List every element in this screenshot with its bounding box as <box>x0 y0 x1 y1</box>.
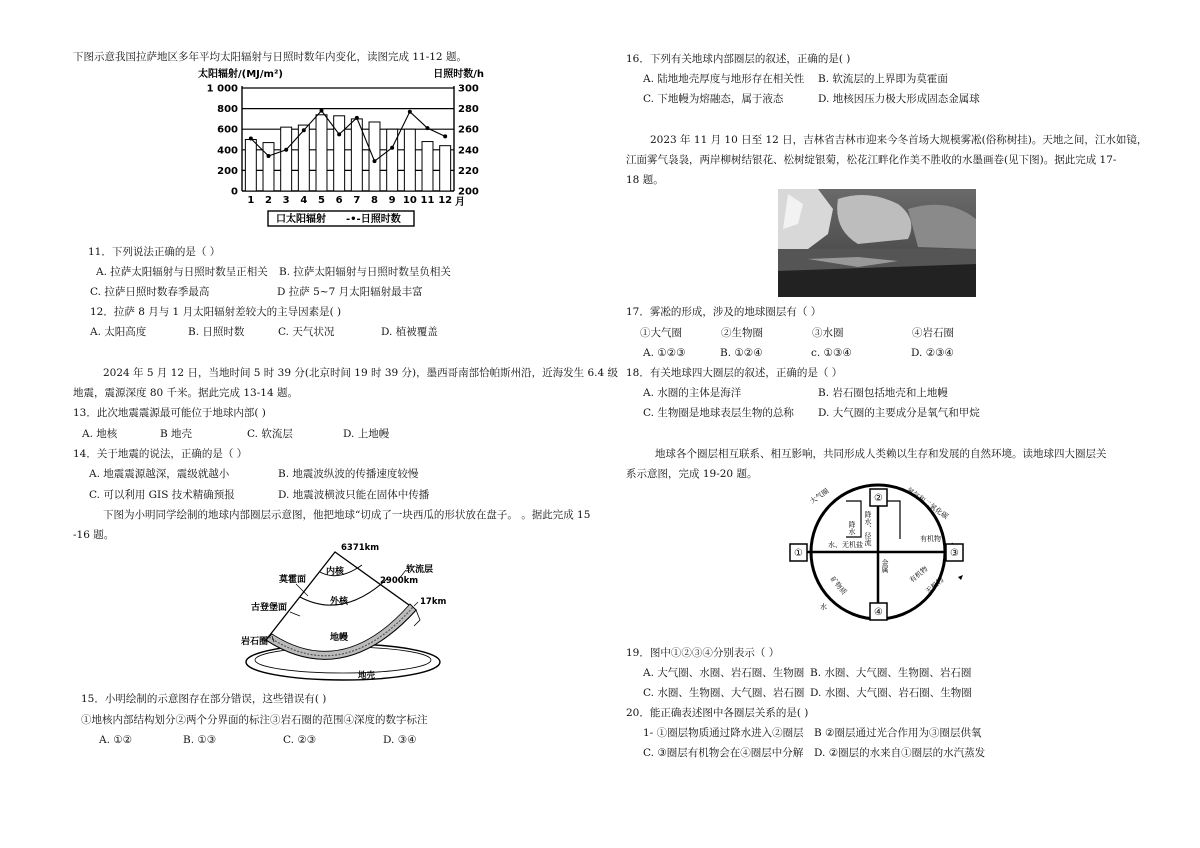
intro-17-18-line2: 江面雾气袅袅，两岸柳树结银花、松树绽银菊，松花江畔化作美不胜收的水墨画卷(见下图)。据此完成 17- <box>626 154 1117 166</box>
label-2900: 2900km <box>380 576 419 586</box>
sunshine-point <box>267 154 271 158</box>
node-1 <box>790 544 807 561</box>
label-gutenberg: 古登堡面 <box>251 603 288 613</box>
label-lithosphere: 岩石圈 <box>241 637 269 647</box>
q11-option-b: B. 拉萨太阳辐射与日照时数呈负相关 <box>279 266 451 278</box>
y-tick-label: 0 <box>231 186 238 198</box>
svg-text:①: ① <box>794 548 803 559</box>
q19-option-b: B. 水圈、大气圈、生物圈、岩石圈 <box>810 667 972 679</box>
q14-option-b: B. 地震波纵波的传播速度较慢 <box>278 468 419 480</box>
q13-stem: 13．此次地震震源最可能位于地球内部( ) <box>73 407 266 419</box>
intro-15-16-line1: 下图为小明同学绘制的地球内部圈层示意图，他把地球“切成了一块西瓜的形状放在盘子。 。据此完成 15 <box>103 509 591 521</box>
sunshine-point <box>443 134 447 138</box>
sunshine-point <box>355 116 359 120</box>
x-tick-label: 1 <box>247 195 255 206</box>
svg-text:有机物: 有机物 <box>908 564 930 585</box>
q20-option-b: B ②圈层通过光合作用为③圈层供氧 <box>814 727 982 739</box>
radiation-sunshine-chart <box>196 66 486 236</box>
svg-text:有机物: 有机物 <box>920 535 941 543</box>
q15-option-c: C. ②③ <box>283 734 317 746</box>
intro-11-12: 下图示意我国拉萨地区多年平均太阳辐射与日照时数年内变化，读图完成 11-12 题。 <box>73 51 467 63</box>
q14-stem: 14．关于地震的说法，正确的是（ ） <box>73 448 248 460</box>
q16-option-a: A. 陆地地壳厚度与地形存在相关性 <box>643 73 805 85</box>
q11-option-a: A. 拉萨太阳辐射与日照时数呈正相关 <box>96 266 268 278</box>
x-tick-label: 11 <box>420 195 435 206</box>
q17-option-c: c. ①③④ <box>811 347 852 359</box>
q16-stem: 16．下列有关地球内部圈层的叙述，正确的是( ) <box>626 53 851 65</box>
q19-option-d: D. 水圈、大气圈、岩石圈、生物圈 <box>810 687 972 699</box>
q12-option-a: A. 太阳高度 <box>90 326 147 338</box>
label-17: 17km <box>420 597 447 607</box>
svg-text:金属: 金属 <box>881 559 889 573</box>
svg-text:矿物质: 矿物质 <box>828 575 849 597</box>
q17-item-3: ③水圈 <box>812 327 844 339</box>
sunshine-point <box>426 126 430 130</box>
q17-stem: 17．雾凇的形成，涉及的地球圈层有（ ） <box>626 306 822 318</box>
x-tick-label: 6 <box>335 195 343 206</box>
label-inner-core: 内核 <box>326 567 345 577</box>
intro-19-20-line2: 系示意图，完成 19-20 题。 <box>626 468 758 480</box>
rime-photo <box>778 189 976 297</box>
q16-option-d: D. 地核因压力极大形成固态金属球 <box>818 93 980 105</box>
sunshine-point <box>408 110 412 114</box>
sunshine-point <box>320 109 324 113</box>
q14-option-a: A. 地震震源越深，震级就越小 <box>89 468 230 480</box>
svg-text:无机物: 无机物 <box>924 575 946 596</box>
label-outer-core: 外核 <box>330 597 349 607</box>
label-6371: 6371km <box>341 543 380 553</box>
q18-stem: 18．有关地球四大圈层的叙述，正确的是（ ） <box>626 367 843 379</box>
node-2 <box>870 489 887 506</box>
q11-option-c: C. 拉萨日照时数春季最高 <box>90 286 210 298</box>
q14-option-d: D. 地震波横波只能在固体中传播 <box>278 489 430 501</box>
four-spheres-diagram <box>782 479 976 629</box>
y2-tick-label: 240 <box>458 145 479 157</box>
q15-items: ①地核内部结构划分②两个分界面的标注③岩石圈的范围④深度的数字标注 <box>81 714 428 726</box>
sunshine-point <box>302 128 306 132</box>
legend-radiation: 口太阳辐射 <box>276 214 326 225</box>
svg-text:④: ④ <box>874 607 883 618</box>
svg-text:降水: 降水 <box>848 521 856 535</box>
q12-option-b: B. 日照时数 <box>188 326 245 338</box>
y-tick-label: 200 <box>217 165 238 177</box>
q17-item-2: ②生物圈 <box>721 327 763 339</box>
q11-option-d: D 拉萨 5~7 月太阳辐射最丰富 <box>277 286 423 298</box>
q17-option-b: B. ①②④ <box>720 347 763 359</box>
x-axis-label: 月 <box>455 197 465 208</box>
sunshine-line <box>251 111 445 161</box>
q13-option-d: D. 上地幔 <box>343 428 390 440</box>
bar <box>316 115 327 191</box>
q11-stem: 11．下列说法正确的是（ ） <box>88 246 221 258</box>
bar <box>334 116 345 191</box>
intro-19-20-line1: 地球各个圈层相互联系、相互影响，共同形成人类赖以生存和发展的自然环境。读地球四大圈层关 <box>655 448 1107 460</box>
q19-stem: 19．图中①②③④分别表示（ ） <box>626 647 780 659</box>
q18-option-d: D. 大气圈的主要成分是氧气和甲烷 <box>818 407 980 419</box>
node-3 <box>946 544 963 561</box>
intro-13-14-line2: 地震，震源深度 80 千米。据此完成 13-14 题。 <box>73 387 298 399</box>
q19-option-a: A. 大气圈、水圈、岩石圈、生物圈 <box>643 667 805 679</box>
svg-text:水、无机盐: 水、无机盐 <box>828 541 863 549</box>
x-tick-label: 2 <box>265 195 272 206</box>
x-tick-label: 7 <box>353 195 361 206</box>
q12-option-c: C. 天气状况 <box>278 326 335 338</box>
q17-option-d: D. ②③④ <box>911 347 954 359</box>
intro-17-18-line1: 2023 年 11 月 10 日至 12 日，吉林省吉林市迎来今冬首场大规模雾凇(俗称树挂)。天地之间，江水如镜， <box>650 134 1148 146</box>
q13-option-c: C. 软流层 <box>247 428 293 440</box>
x-tick-label: 9 <box>388 195 396 206</box>
earth-interior-figure <box>238 540 448 686</box>
node-4 <box>870 603 887 620</box>
y2-axis-label: 日照时数/h <box>433 69 484 80</box>
q15-option-a: A. ①② <box>99 734 133 746</box>
y-tick-label: 600 <box>217 124 238 136</box>
sunshine-point <box>390 146 394 150</box>
y-tick-label: 800 <box>217 104 238 116</box>
intro-13-14-line1: 2024 年 5 月 12 日，当地时间 5 时 39 分(北京时间 19 时 39 分)，墨西哥南部恰帕斯州沿，近海发生 6.4 级 <box>103 367 618 379</box>
x-tick-label: 3 <box>282 195 290 206</box>
bar <box>281 127 292 191</box>
x-tick-label: 5 <box>318 195 325 206</box>
intro-17-18-line3: 18 题。 <box>626 174 664 186</box>
y-axis-label: 太阳辐射/(MJ/m²) <box>198 69 283 80</box>
bar <box>422 142 433 191</box>
y2-tick-label: 200 <box>458 186 479 198</box>
label-mantle: 地幔 <box>330 633 349 643</box>
q20-option-a: 1- ①圈层物质通过降水进入②圈层 <box>643 727 804 739</box>
q16-option-b: B. 软流层的上界即为莫霍面 <box>818 73 948 85</box>
bar <box>387 129 398 191</box>
q19-option-c: C. 水圈、生物圈、大气圈、岩石圈 <box>643 687 805 699</box>
q15-stem: 15．小明绘制的示意图存在部分错误，这些错误有( ) <box>81 693 327 705</box>
y-tick-label: 1 000 <box>206 83 238 95</box>
legend-sunshine: -•-日照时数 <box>346 214 401 225</box>
q20-stem: 20．能正确表述图中各圈层关系的是( ) <box>626 707 809 719</box>
bar <box>404 129 415 191</box>
svg-text:降水、径流: 降水、径流 <box>864 511 872 546</box>
x-tick-label: 8 <box>371 195 378 206</box>
q18-option-a: A. 水圈的主体是海洋 <box>643 387 742 399</box>
y2-tick-label: 280 <box>458 104 479 116</box>
y-tick-label: 400 <box>217 145 238 157</box>
sunshine-point <box>337 132 341 136</box>
sunshine-point <box>284 148 288 152</box>
label-asthenosphere: 软流层 <box>406 565 434 575</box>
q15-option-d: D. ③④ <box>383 734 417 746</box>
x-tick-label: 4 <box>300 195 308 206</box>
sunshine-point <box>249 136 253 140</box>
q16-option-c: C. 下地幔为熔融态，属于液态 <box>643 93 784 105</box>
q15-option-b: B. ①③ <box>183 734 217 746</box>
q12-option-d: D. 植被覆盖 <box>381 326 438 338</box>
y2-tick-label: 300 <box>458 83 479 95</box>
bar <box>245 140 256 192</box>
sunshine-point <box>373 159 377 163</box>
q17-item-4: ④岩石圈 <box>912 327 954 339</box>
svg-text:③: ③ <box>950 548 959 559</box>
q13-option-b: B 地壳 <box>160 428 193 440</box>
svg-text:②: ② <box>874 493 883 504</box>
x-tick-label: 10 <box>402 195 417 206</box>
intro-15-16-line2: -16 题。 <box>73 529 115 541</box>
q12-stem: 12．拉萨 8 月与 1 月太阳辐射差较大的主导因素是( ) <box>90 306 342 318</box>
svg-text:氧气和二氧化碳: 氧气和二氧化碳 <box>904 486 950 521</box>
q18-option-c: C. 生物圈是地球表层生物的总称 <box>643 407 794 419</box>
y2-tick-label: 260 <box>458 124 479 136</box>
svg-text:大气圈: 大气圈 <box>808 487 831 506</box>
bar <box>369 122 380 191</box>
y2-tick-label: 220 <box>458 165 479 177</box>
q14-option-c: C. 可以利用 GIS 技术精确预报 <box>89 489 235 501</box>
q17-option-a: A. ①②③ <box>643 347 686 359</box>
bar <box>440 146 451 191</box>
bar <box>351 119 362 191</box>
q13-option-a: A. 地核 <box>82 428 118 440</box>
q17-item-1: ①大气圈 <box>640 327 682 339</box>
label-moho: 莫霍面 <box>279 575 307 585</box>
x-tick-label: 12 <box>438 195 453 206</box>
svg-text:水: 水 <box>820 603 827 611</box>
q18-option-b: B. 岩石圈包括地壳和上地幔 <box>818 387 948 399</box>
q20-option-c: C. ③圈层有机物会在④圈层中分解 <box>643 747 804 759</box>
label-crust: 地壳 <box>358 671 376 681</box>
bar <box>263 143 274 191</box>
q20-option-d: D. ②圈层的水来自①圈层的水汽蒸发 <box>814 747 986 759</box>
